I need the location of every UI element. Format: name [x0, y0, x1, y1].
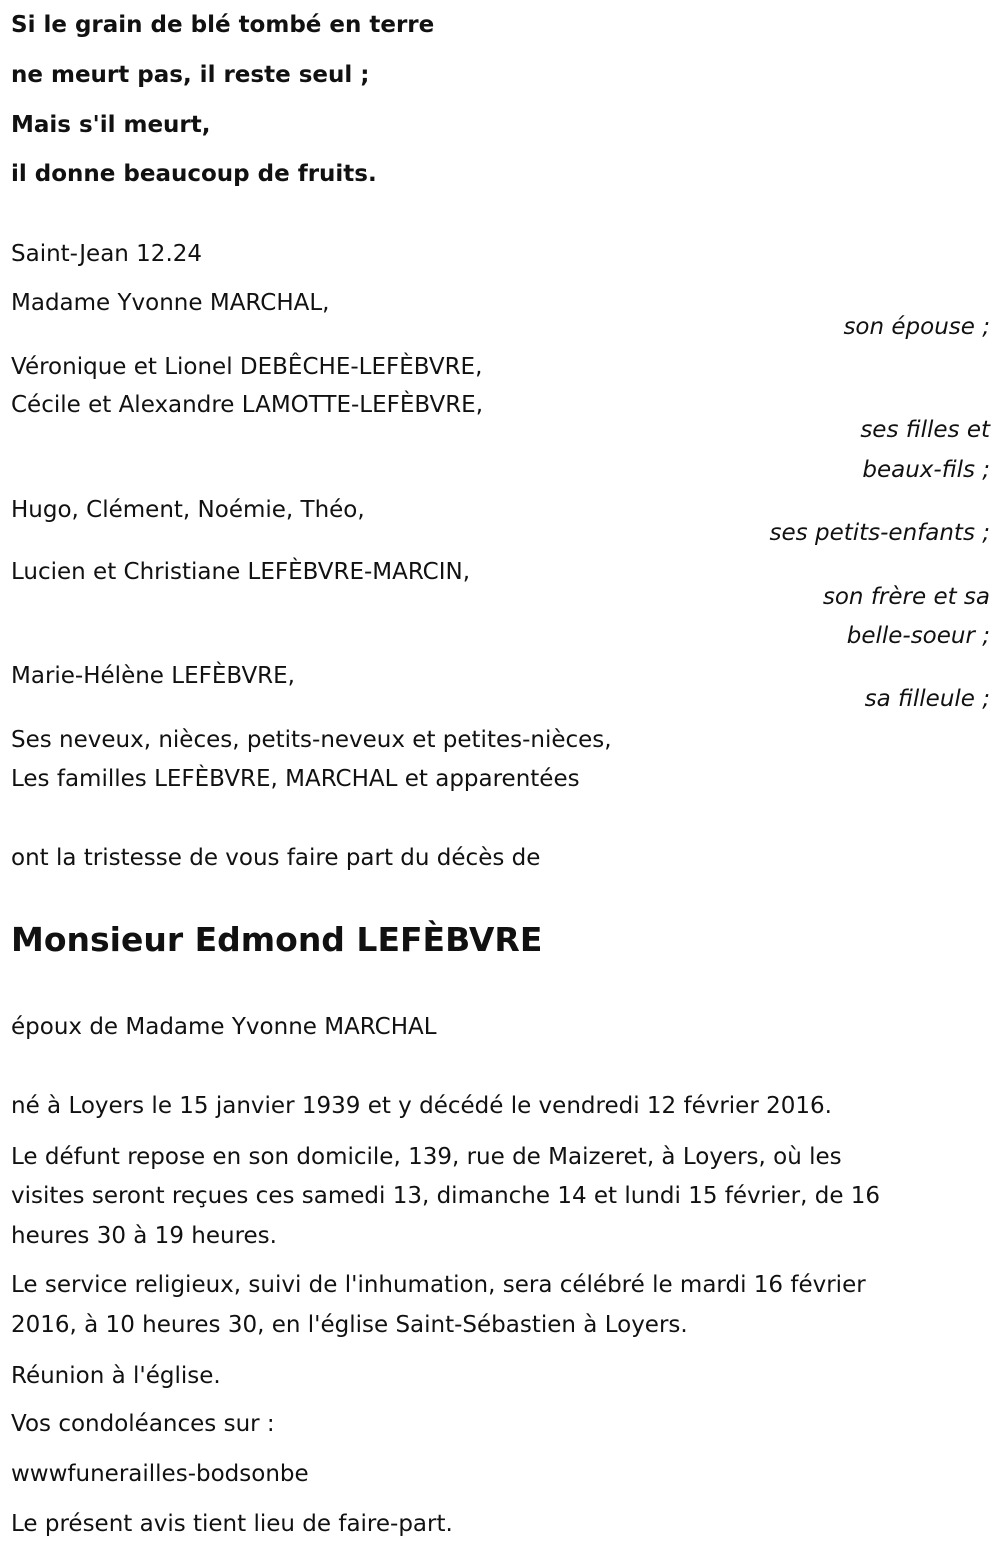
announcement: ont la tristesse de vous faire part du décès de: [11, 845, 541, 871]
spouse-relation: son épouse ;: [843, 314, 990, 340]
verse-line: il donne beaucoup de fruits.: [11, 161, 377, 187]
meeting: Réunion à l'église.: [11, 1363, 221, 1389]
verse-line: ne meurt pas, il reste seul ;: [11, 62, 370, 88]
grandchildren-relation: ses petits-enfants ;: [769, 520, 990, 546]
brother: Lucien et Christiane LEFÈBVRE-MARCIN,: [11, 559, 471, 585]
verse-reference: Saint-Jean 12.24: [11, 241, 203, 267]
website-link[interactable]: wwwfunerailles-bodsonbe: [11, 1461, 309, 1487]
goddaughter-relation: sa filleule ;: [864, 686, 990, 712]
visitation: heures 30 à 19 heures.: [11, 1223, 277, 1249]
birth-death: né à Loyers le 15 janvier 1939 et y décédé le vendredi 12 février 2016.: [11, 1093, 832, 1119]
service: Le service religieux, suivi de l'inhumation, sera célébré le mardi 16 février: [11, 1272, 866, 1298]
daughter: Cécile et Alexandre LAMOTTE-LEFÈBVRE,: [11, 392, 484, 418]
verse-line: Si le grain de blé tombé en terre: [11, 12, 435, 38]
deceased-name: Monsieur Edmond LEFÈBVRE: [11, 920, 543, 959]
grandchildren: Hugo, Clément, Noémie, Théo,: [11, 497, 365, 523]
service: 2016, à 10 heures 30, en l'église Saint-Sébastien à Loyers.: [11, 1312, 688, 1338]
condolences-label: Vos condoléances sur :: [11, 1411, 275, 1437]
daughters-relation: ses filles et: [860, 417, 990, 443]
visitation: Le défunt repose en son domicile, 139, rue de Maizeret, à Loyers, où les: [11, 1144, 842, 1170]
brother-relation: son frère et sa: [822, 584, 990, 610]
daughters-relation: beaux-fils ;: [862, 457, 990, 483]
spouse: Madame Yvonne MARCHAL,: [11, 290, 330, 316]
visitation: visites seront reçues ces samedi 13, dimanche 14 et lundi 15 février, de 16: [11, 1183, 881, 1209]
goddaughter: Marie-Hélène LEFÈBVRE,: [11, 663, 295, 689]
verse-line: Mais s'il meurt,: [11, 112, 211, 138]
brother-relation: belle-soeur ;: [846, 623, 990, 649]
daughter: Véronique et Lionel DEBÊCHE-LEFÈBVRE,: [11, 354, 483, 380]
other-relatives: Ses neveux, nièces, petits-neveux et petites-nièces,: [11, 727, 612, 753]
other-relatives: Les familles LEFÈBVRE, MARCHAL et apparentées: [11, 766, 580, 792]
closing: Le présent avis tient lieu de faire-part.: [11, 1511, 453, 1537]
spouse-line: époux de Madame Yvonne MARCHAL: [11, 1014, 437, 1040]
